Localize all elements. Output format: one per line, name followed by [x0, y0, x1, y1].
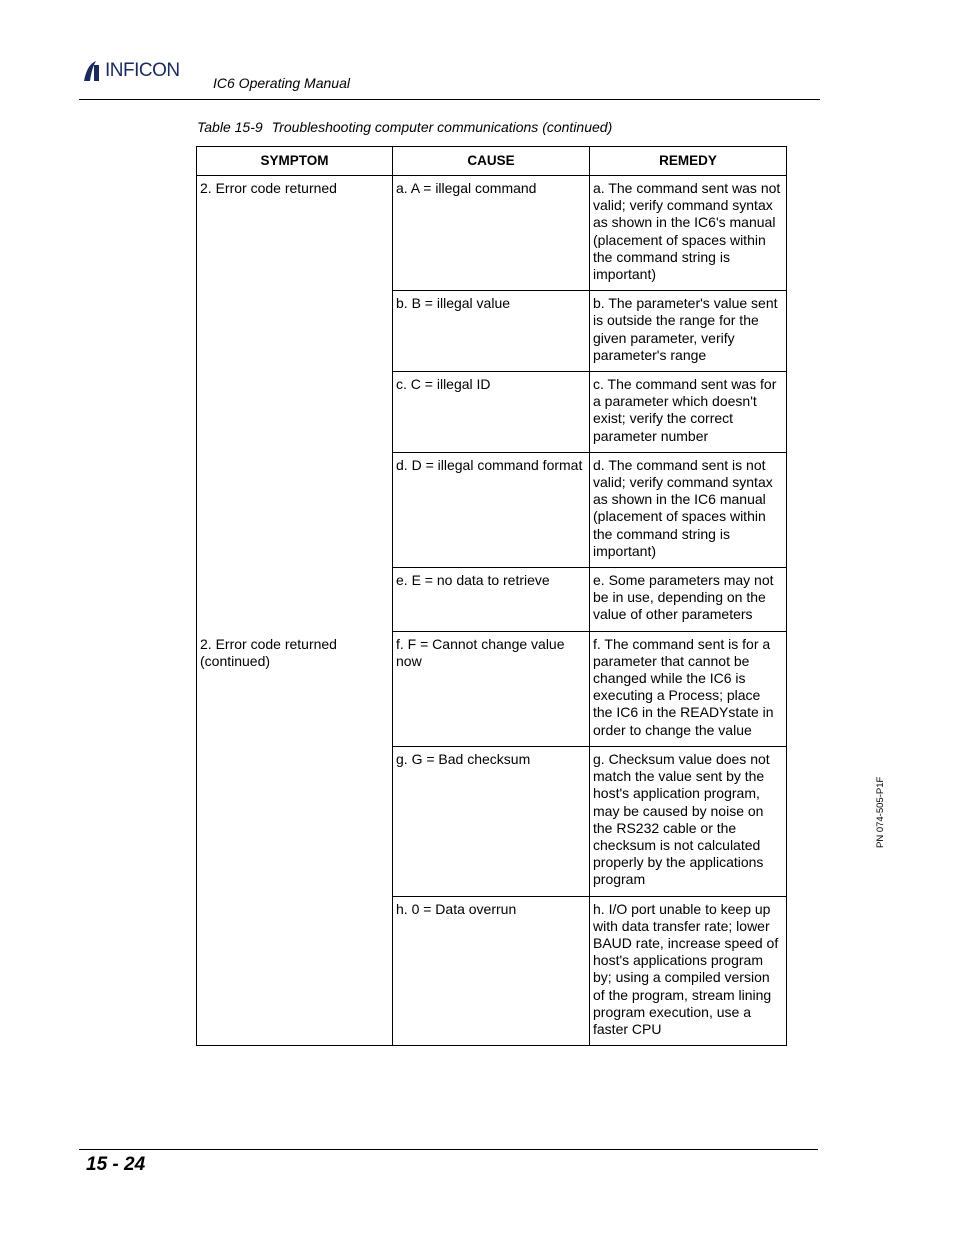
inficon-logo-icon	[82, 59, 104, 83]
cause-cell: g. G = Bad checksum	[393, 746, 590, 896]
page-number: 15 - 24	[86, 1154, 146, 1175]
table-caption-number: Table 15-9	[197, 119, 263, 135]
remedy-cell: h. I/O port unable to keep up with data transfer rate; lower BAUD rate, increase speed of host's applications program by; using a compiled version of the program, stream lining program execution, use a faster CPU	[590, 896, 787, 1046]
remedy-cell: e. Some parameters may not be in use, depending on the value of other parameters	[590, 568, 787, 632]
troubleshooting-table	[196, 146, 787, 1046]
cause-cell: b. B = illegal value	[393, 291, 590, 372]
inficon-logo	[82, 59, 180, 83]
table-caption	[197, 119, 612, 135]
remedy-cell: g. Checksum value does not match the value sent by the host's application program, may be caused by noise on the RS232 cable or the checksum is not calculated properly by the applications program	[590, 746, 787, 896]
cause-cell: h. 0 = Data overrun	[393, 896, 590, 1046]
footer-divider	[79, 1149, 818, 1150]
cause-cell: d. D = illegal command format	[393, 452, 590, 567]
remedy-cell: a. The command sent was not valid; verify command syntax as shown in the IC6's manual (placement of spaces within the command string is important)	[590, 176, 787, 291]
manual-title: IC6 Operating Manual	[213, 75, 350, 91]
cause-cell: e. E = no data to retrieve	[393, 568, 590, 632]
table-header-row	[197, 147, 787, 176]
remedy-cell: b. The parameter's value sent is outside the range for the given parameter, verify parameter's range	[590, 291, 787, 372]
column-header-remedy: REMEDY	[590, 147, 787, 176]
logo-text: INFICON	[105, 60, 180, 81]
column-header-symptom: SYMPTOM	[197, 147, 393, 176]
symptom-cell	[197, 176, 393, 1046]
cause-cell: c. C = illegal ID	[393, 372, 590, 453]
header-divider	[79, 99, 820, 100]
cause-cell: a. A = illegal command	[393, 176, 590, 291]
remedy-cell: f. The command sent is for a parameter that cannot be changed while the IC6 is executing a Process; place the IC6 in the READYstate in order to change the value	[590, 631, 787, 746]
remedy-cell: d. The command sent is not valid; verify command syntax as shown in the IC6 manual (placement of spaces within the command string is important)	[590, 452, 787, 567]
cause-cell: f. F = Cannot change value now	[393, 631, 590, 746]
part-number-label: PN 074-505-P1F	[875, 776, 886, 848]
table-caption-title: Troubleshooting computer communications (continued)	[271, 119, 613, 135]
column-header-cause: CAUSE	[393, 147, 590, 176]
remedy-cell: c. The command sent was for a parameter which doesn't exist; verify the correct parameter number	[590, 372, 787, 453]
table-row	[197, 176, 787, 291]
symptom-continued-text: 2. Error code returned (continued)	[200, 636, 337, 670]
symptom-text: 2. Error code returned	[200, 180, 337, 196]
